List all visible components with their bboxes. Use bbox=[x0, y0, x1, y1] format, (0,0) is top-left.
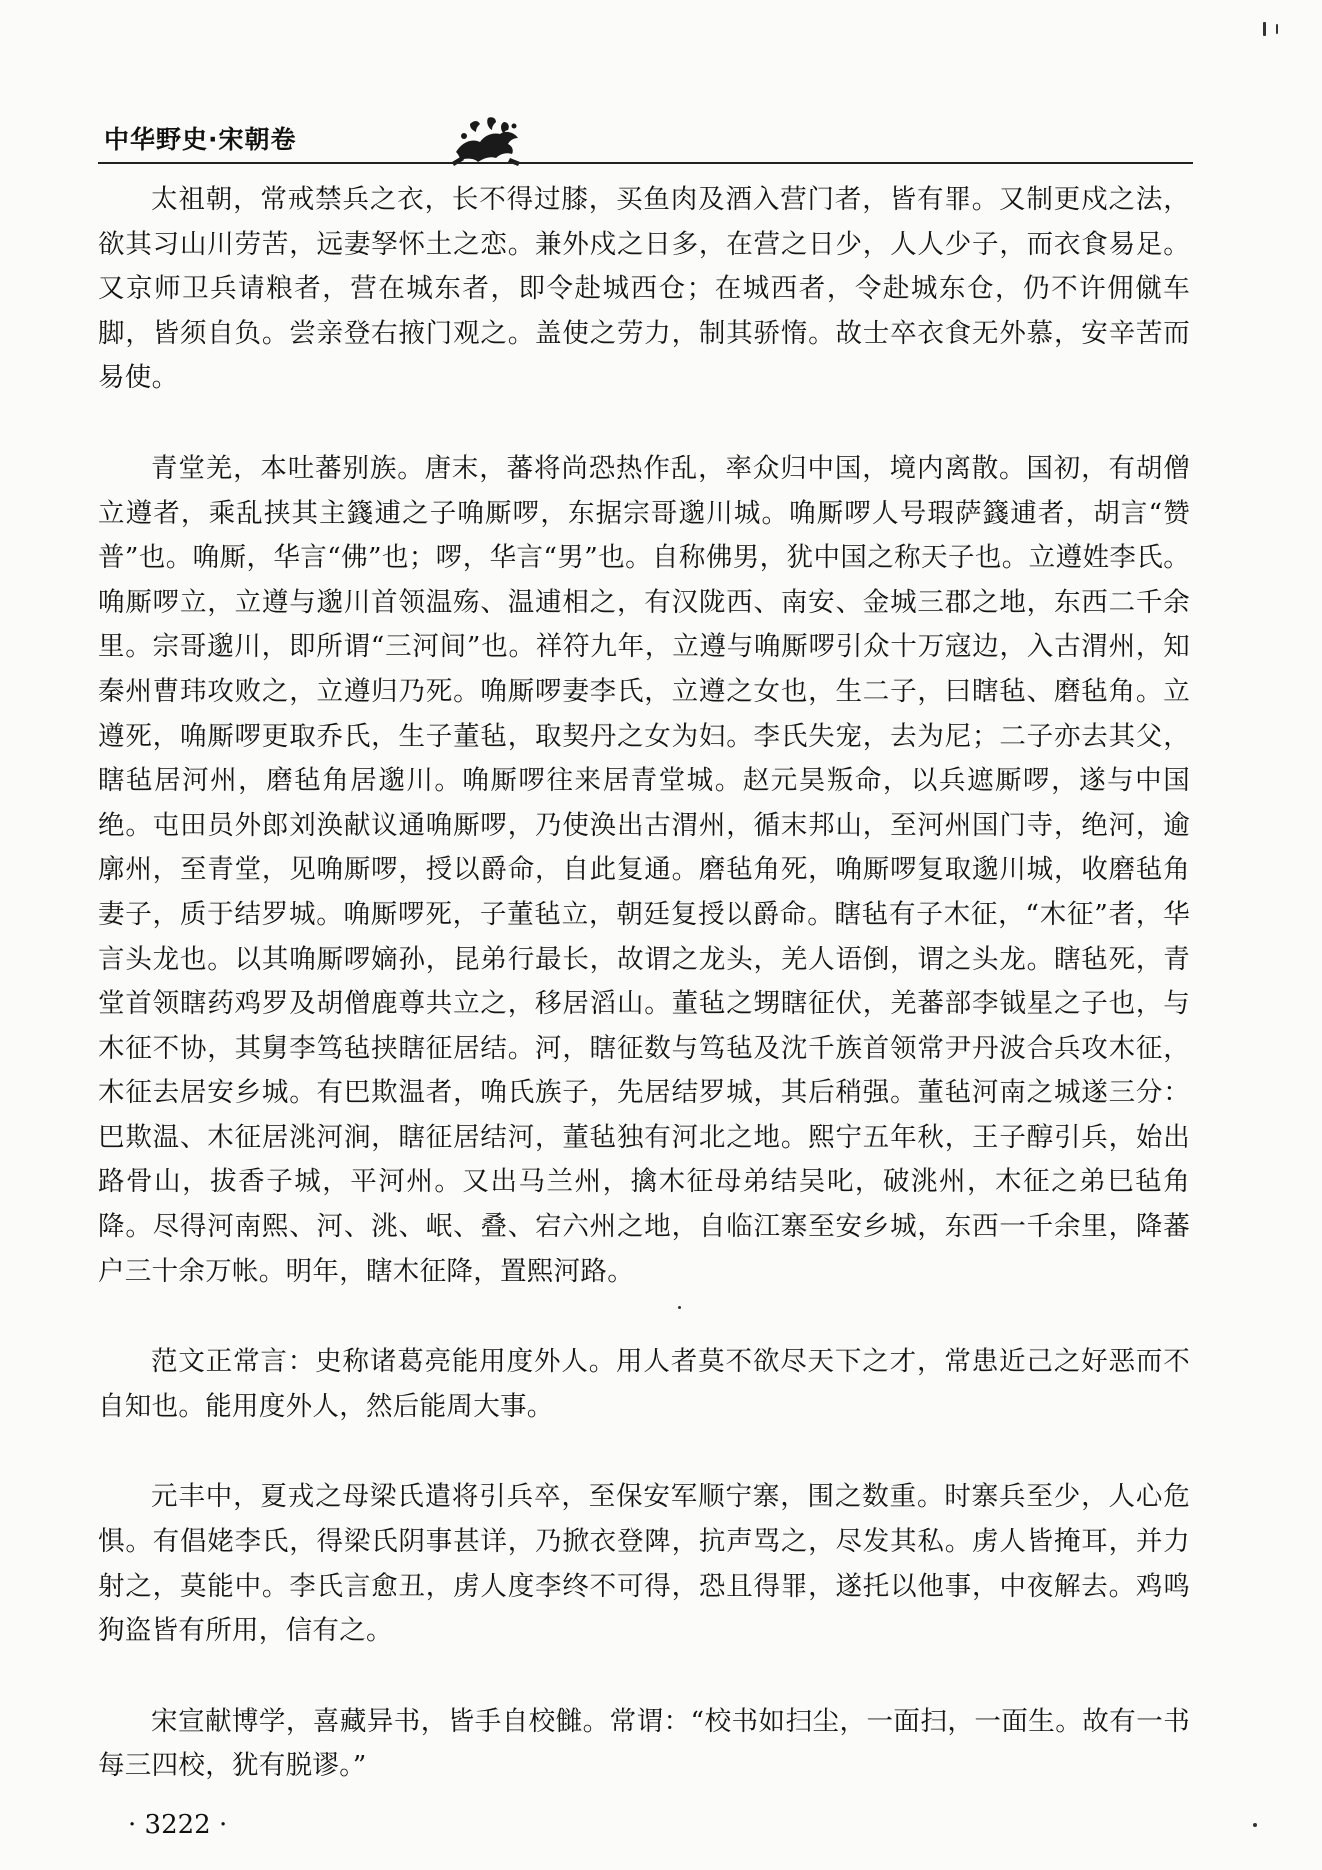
body-text bbox=[98, 178, 1190, 1789]
running-header bbox=[98, 112, 1193, 168]
scan-speck bbox=[1263, 22, 1266, 36]
header-rule bbox=[98, 162, 1193, 164]
paragraph: 元丰中，夏戎之母梁氏遣将引兵卒，至保安军顺宁寨，围之数重。时寨兵至少，人心危惧。有倡姥李氏，得梁氏阴事甚详，乃掀衣登陴，抗声骂之，尽发其私。虏人皆掩耳，并力射之，莫能中。李氏言愈丑，虏人度李终不可得，恐且得罪，遂托以他事，中夜解去。鸡鸣狗盗皆有所用，信有之。 bbox=[98, 1481, 1190, 1647]
page-number: · 3222 · bbox=[128, 1810, 228, 1840]
scan-speck bbox=[1276, 24, 1278, 34]
paragraph: 青堂羌，本吐蕃别族。唐末，蕃将尚恐热作乱，率众归中国，境内离散。国初，有胡僧立遵者，乘乱挟其主籛逋之子唃厮啰，东据宗哥邈川城。唃厮啰人号瑕萨籛逋者，胡言“赞普”也。唃厮，华言“佛”也；啰，华言“男”也。自称佛男，犹中国之称天子也。立遵姓李氏。唃厮啰立，立遵与邈川首领温殇、温逋相之，有汉陇西、南安、金城三郡之地，东西二千余里。宗哥邈川，即所谓“三河间”也。祥符九年，立遵与唃厮啰引众十万寇边，入古渭州，知秦州曹玮攻败之，立遵归乃死。唃厮啰妻李氏，立遵之女也，生二子，曰瞎毡、磨毡角。立遵死，唃厮啰更取乔氏，生子董毡，取契丹之女为妇。李氏失宠，去为尼；二子亦去其父，瞎毡居河州，磨毡角居邈川。唃厮啰往来居青堂城。赵元昊叛命，以兵遮厮啰，遂与中国绝。屯田员外郎刘涣献议通唃厮啰，乃使涣出古渭州，循末邦山，至河州国门寺，绝河，逾廓州，至青堂，见唃厮啰，授以爵命，自此复通。磨毡角死，唃厮啰复取邈川城，收磨毡角妻子，质于结罗城。唃厮啰死，子董毡立，朝廷复授以爵命。瞎毡有子木征，“木征”者，华言头龙也。以其唃厮啰嫡孙，昆弟行最长，故谓之龙头，羌人语倒，谓之头龙。瞎毡死，青堂首领瞎药鸡罗及胡僧鹿尊共立之，移居滔山。董毡之甥瞎征伏，羌蕃部李钺星之子也，与木征不协，其舅李笃毡挟瞎征居结。河，瞎征数与笃毡及沈千族首领常尹丹波合兵攻木征，木征去居安乡城。有巴欺温者，唃氏族子，先居结罗城，其后稍强。董毡河南之城遂三分：巴欺温、木征居洮河涧，瞎征居结河，董毡独有河北之地。熙宁五年秋，王子醇引兵，始出路骨山，拔香子城，平河州。又出马兰州，擒木征母弟结吴叱，破洮州，木征之弟巳毡角降。尽得河南熙、河、洮、岷、叠、宕六州之地，自临江寨至安乡城，东西一千余里，降蕃户三十余万帐。明年，瞎木征降，置熙河路。 bbox=[98, 452, 1190, 1287]
paragraph: 太祖朝，常戒禁兵之衣，长不得过膝，买鱼肉及酒入营门者，皆有罪。又制更戍之法，欲其习山川劳苦，远妻孥怀土之恋。兼外戍之日多，在营之日少，人人少子，而衣食易足。又京师卫兵请粮者，营在城东者，即令赴城西仓；在城西者，令赴城东仓，仍不许佣僦车脚，皆须自负。尝亲登右掖门观之。盖使之劳力，制其骄惰。故士卒衣食无外慕，安辛苦而易使。 bbox=[98, 184, 1190, 394]
scan-speck bbox=[1253, 1823, 1257, 1827]
paragraph: 范文正常言：史称诸葛亮能用度外人。用人者莫不欲尽天下之才，常患近己之好恶而不自知也。能用度外人，然后能周大事。 bbox=[98, 1346, 1190, 1422]
dragon-emblem-icon bbox=[448, 112, 524, 168]
scan-speck bbox=[678, 1306, 681, 1309]
paragraph: 宋宣献博学，喜藏异书，皆手自校雠。常谓：“校书如扫尘，一面扫，一面生。故有一书每三四校，犹有脱谬。” bbox=[98, 1705, 1190, 1782]
book-title: 中华野史·宋朝卷 bbox=[104, 125, 297, 154]
